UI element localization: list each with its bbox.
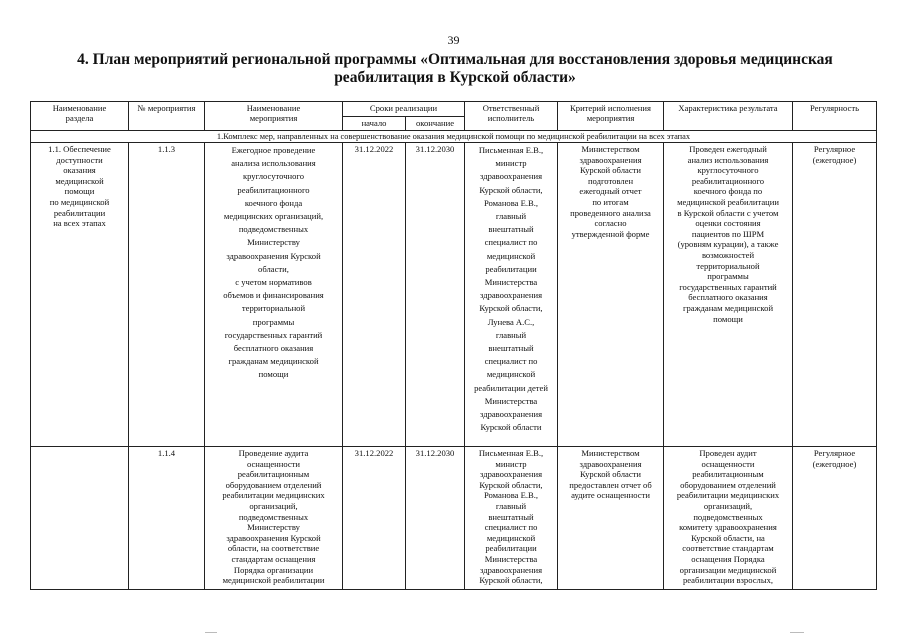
section-title: 1.Комплекс мер, направленных на совершенствование оказания медицинской помощи по медицинской реабилитации на всех этапах bbox=[31, 131, 877, 143]
row-responsible: Письменная Е.В., министр здравоохранения Курской области, Романова Е.В., главный внештатный специалист по медицинской реабилитации Министерства здравоохранения Курской области, Лунева А.С., главный внештатный специалист по медицинской реабилитации детей Министерства здравоохранения Курской области bbox=[465, 143, 558, 447]
header-result: Характеристика результата bbox=[664, 102, 793, 131]
table-header-row bbox=[31, 102, 877, 117]
row-number: 1.1.3 bbox=[129, 143, 205, 447]
row-start: 31.12.2022 bbox=[343, 143, 406, 447]
header-deadlines: Сроки реализации bbox=[343, 102, 465, 117]
row-end: 31.12.2030 bbox=[406, 143, 465, 447]
row-result: Проведен ежегодный анализ использования круглосуточного реабилитационного коечного фонда по медицинской реабилитации в Курской области с учетом оценки состояния пациентов по ШРМ (уровням курации), а также возможностей территориальной программы государственных гарантий бесплатного оказания гражданам медицинской помощи bbox=[664, 143, 793, 447]
scan-artifact bbox=[205, 632, 217, 633]
row-regularity: Регулярное (ежегодное) bbox=[793, 447, 877, 590]
row-criterion: Министерством здравоохранения Курской области предоставлен отчет об аудите оснащенности bbox=[558, 447, 664, 590]
row-section: 1.1. Обеспечение доступности оказания медицинской помощи по медицинской реабилитации на всех этапах bbox=[31, 143, 129, 447]
table-row bbox=[31, 447, 877, 590]
header-start: начало bbox=[343, 117, 406, 131]
scan-artifact bbox=[790, 632, 804, 633]
row-responsible: Письменная Е.В., министр здравоохранения Курской области, Романова Е.В., главный внештатный специалист по медицинской реабилитации Министерства здравоохранения Курской области, bbox=[465, 447, 558, 590]
row-criterion: Министерством здравоохранения Курской области подготовлен ежегодный отчет по итогам проведенного анализа согласно утвержденной форме bbox=[558, 143, 664, 447]
row-section bbox=[31, 447, 129, 590]
page-number: 39 bbox=[447, 33, 460, 47]
row-result: Проведен аудит оснащенности реабилитационным оборудованием отделений реабилитации медицинских организаций, подведомственных комитету здравоохранения Курской области, на соответствие стандартам оснащения Порядка организации медицинской реабилитации взрослых, bbox=[664, 447, 793, 590]
row-end: 31.12.2030 bbox=[406, 447, 465, 590]
row-name: Проведение аудита оснащенности реабилитационным оборудованием отделений реабилитации медицинских организаций, подведомственных Министерству здравоохранения Курской области, на соответствие стандартам оснащения Порядка организации медицинской реабилитации bbox=[205, 447, 343, 590]
header-event-number: № мероприятия bbox=[129, 102, 205, 131]
header-event-name: Наименование мероприятия bbox=[205, 102, 343, 131]
page-title: 4. План мероприятий региональной программы «Оптимальная для восстановления здоровья медицинская реабилитация в Курской области» bbox=[77, 51, 833, 86]
plan-table bbox=[30, 101, 877, 590]
header-responsible: Ответственный исполнитель bbox=[465, 102, 558, 131]
row-number: 1.1.4 bbox=[129, 447, 205, 590]
header-regularity: Регулярность bbox=[793, 102, 877, 131]
table-row bbox=[31, 143, 877, 447]
header-section: Наименование раздела bbox=[31, 102, 129, 131]
row-regularity: Регулярное (ежегодное) bbox=[793, 143, 877, 447]
header-end: окончание bbox=[406, 117, 465, 131]
section-title-row bbox=[31, 131, 877, 143]
header-criterion: Критерий исполнения мероприятия bbox=[558, 102, 664, 131]
row-start: 31.12.2022 bbox=[343, 447, 406, 590]
row-name: Ежегодное проведение анализа использования круглосуточного реабилитационного коечного фонда медицинских организаций, подведомственных Министерству здравоохранения Курской области, с учетом нормативов объемов и финансирования территориальной программы государственных гарантий бесплатного оказания гражданам медицинской помощи bbox=[205, 143, 343, 447]
